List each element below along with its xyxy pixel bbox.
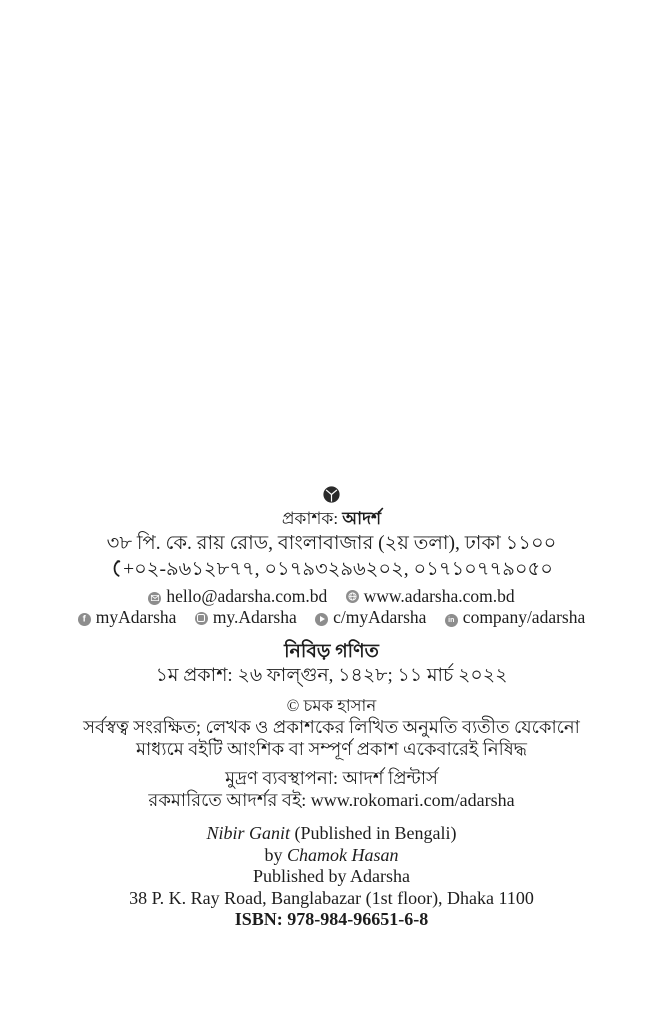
social-line xyxy=(0,607,663,628)
book-title-bn: নিবিড় গণিত xyxy=(284,641,379,662)
first-publication-line: ১ম প্রকাশ: ২৬ ফাল্গুন, ১৪২৮; ১১ মার্চ ২০২২ xyxy=(155,665,508,686)
copyright-block xyxy=(0,695,663,760)
globe-icon xyxy=(346,590,359,603)
linkedin-circle-icon: in xyxy=(445,614,458,627)
isbn-line: ISBN: 978-984-96651-6-8 xyxy=(234,909,429,929)
phone-receiver-icon xyxy=(110,559,121,585)
published-by-line: Published by Adarsha xyxy=(253,866,410,886)
publisher-address-bn: ৩৮ পি. কে. রায় রোড, বাংলাবাজার (২য় তলা), ঢাকা ১১০০ xyxy=(106,533,557,554)
copyright-holder: © চমক হাসান xyxy=(286,696,377,715)
rights-line-2: মাধ্যমে বইটি আংশিক বা সম্পূর্ণ প্রকাশ একেবারেই নিষিদ্ধ xyxy=(136,739,527,759)
publisher-name: আদর্শ xyxy=(342,509,382,528)
english-author-line xyxy=(0,845,663,867)
logo-line xyxy=(0,486,663,505)
phone-line xyxy=(0,557,663,585)
contact-line xyxy=(0,585,663,607)
english-imprint-block xyxy=(0,823,663,931)
rokomari-line: রকমারিতে আদর্শর বই: www.rokomari.com/adarsha xyxy=(148,789,515,810)
english-address-line: 38 P. K. Ray Road, Banglabazar (1st floor), Dhaka 1100 xyxy=(129,887,534,908)
book-block xyxy=(0,639,663,688)
facebook-handle: myAdarsha xyxy=(95,607,177,627)
english-title-line xyxy=(0,823,663,845)
english-title-italic: Nibir Ganit xyxy=(206,823,291,843)
rights-line-1: সর্বস্বত্ব সংরক্ষিত; লেখক ও প্রকাশকের লিখিত অনুমতি ব্যতীত যেকোনো xyxy=(83,717,580,737)
print-management-line: মুদ্রণ ব্যবস্থাপনা: আদর্শ প্রিন্টার্স xyxy=(225,768,438,788)
adarsha-publisher-logo xyxy=(323,486,340,503)
by-prefix: by xyxy=(264,844,287,865)
youtube-circle-icon xyxy=(315,613,328,626)
phone-numbers: +০২-৯৬১২৮৭৭, ০১৭৯৩২৯৬২০২, ০১৭১০৭৭৯০৫০ xyxy=(123,559,553,580)
facebook-circle-icon: f xyxy=(78,613,91,626)
author-name-italic: Chamok Hasan xyxy=(287,844,399,865)
publisher-label: প্রকাশক: xyxy=(281,509,343,528)
english-title-suffix: (Published in Bengali) xyxy=(290,823,457,843)
publisher-line xyxy=(0,508,663,530)
instagram-handle: my.Adarsha xyxy=(212,607,297,627)
imprint-content xyxy=(0,486,663,931)
publisher-email: hello@adarsha.com.bd xyxy=(166,586,328,606)
publisher-website: www.adarsha.com.bd xyxy=(363,586,515,606)
envelope-icon xyxy=(148,592,161,605)
instagram-circle-icon xyxy=(195,612,208,625)
printing-block xyxy=(0,768,663,811)
youtube-handle: c/myAdarsha xyxy=(333,607,427,627)
linkedin-handle: company/adarsha xyxy=(462,607,586,627)
